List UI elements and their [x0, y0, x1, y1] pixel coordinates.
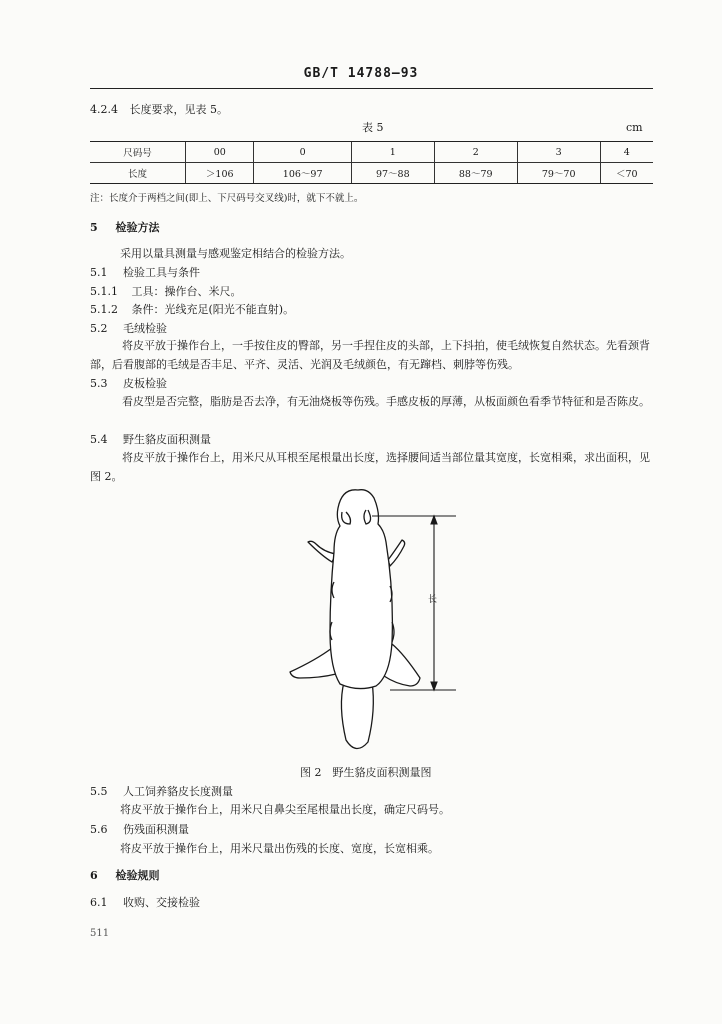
- clause-4-2-4: [90, 103, 228, 117]
- clause-number: 5.1: [90, 266, 108, 279]
- clause-text: 伤残面积测量: [123, 823, 189, 836]
- table-title: 表 5: [362, 121, 384, 134]
- clause-text: 工具：操作台、米尺。: [131, 285, 242, 298]
- clause-number: 6.1: [90, 896, 108, 909]
- clause-text: 毛绒检验: [123, 322, 167, 335]
- clause-5-5: [90, 785, 233, 799]
- table-row: [90, 163, 653, 184]
- section-title: 检验方法: [115, 221, 160, 234]
- clause-5-3-body: 看皮型是否完整，脂肪是否去净，有无油烧板等伤残。手感皮板的厚薄，从板面颜色看季节特征和是否陈皮。: [122, 395, 650, 408]
- section-title: 检验规则: [115, 869, 160, 882]
- table-cell: 106～97: [254, 163, 351, 184]
- clause-text: 收购、交接检验: [123, 896, 200, 909]
- clause-number: 5.6: [90, 823, 108, 836]
- clause-number: 5.1.1: [90, 285, 118, 298]
- table-cell: 97～88: [351, 163, 434, 184]
- pelt-tail: [341, 682, 373, 749]
- section-number: 5: [90, 221, 98, 234]
- table-cell: ＜70: [600, 163, 653, 184]
- size-length-table: [90, 141, 653, 184]
- table-header-cell: 2: [434, 142, 517, 163]
- clause-5-5-body: 将皮平放于操作台上，用米尺自鼻尖至尾根量出长度，确定尺码号。: [120, 803, 450, 816]
- clause-5-2-body: 将皮平放于操作台上，一手按住皮的臀部，另一手捏住皮的头部，上下抖拍，使毛绒恢复自然状态。先看颈背部，后看腹部的毛绒是否丰足、平齐、灵活、光润及毛绒颜色，有无蹿档、刺脖等伤残。: [90, 339, 650, 371]
- clause-5-2: [90, 322, 167, 336]
- pelt-body: [330, 490, 392, 689]
- length-arrow-top: [431, 516, 437, 524]
- clause-text: 检验工具与条件: [123, 266, 200, 279]
- clause-5-6-body: 将皮平放于操作台上，用米尺量出伤残的长度、宽度，长宽相乘。: [120, 842, 439, 855]
- section-5-intro: 采用以量具测量与感观鉴定相结合的检验方法。: [120, 247, 351, 260]
- table-header-cell: 尺码号: [90, 142, 186, 163]
- table-cell: ＞106: [186, 163, 254, 184]
- clause-number: 5.5: [90, 785, 108, 798]
- table-header-cell: 4: [600, 142, 653, 163]
- length-arrow-bottom: [431, 682, 437, 690]
- pelt-figure: [280, 482, 470, 760]
- clause-5-1: [90, 266, 200, 280]
- clause-5-1-2: [90, 303, 294, 317]
- header-rule: [90, 88, 653, 89]
- clause-5-4-body: 将皮平放于操作台上，用米尺从耳根至尾根量出长度，选择腰间适当部位量其宽度，长宽相乘，求出面积，见图 2。: [90, 451, 650, 483]
- table-cell: 长度: [90, 163, 186, 184]
- table-header-row: [90, 142, 653, 163]
- table-note: 注：长度介于两档之间(即上、下尺码号交叉线)时，就下不就上。: [90, 193, 364, 204]
- clause-number: 4.2.4: [90, 103, 118, 116]
- standard-number: GB/T 14788—93: [303, 66, 419, 81]
- figure-caption: 图 2 野生貉皮面积测量图: [300, 766, 432, 779]
- page-number: 511: [90, 928, 110, 939]
- clause-5-1-1: [90, 285, 242, 299]
- clause-text: 野生貉皮面积测量: [123, 433, 211, 446]
- clause-number: 5.3: [90, 377, 108, 390]
- clause-5-6: [90, 823, 189, 837]
- clause-number: 5.2: [90, 322, 108, 335]
- table-header-cell: 1: [351, 142, 434, 163]
- clause-number: 5.4: [90, 433, 108, 446]
- clause-5-4: [90, 433, 211, 447]
- table-unit: cm: [626, 121, 643, 134]
- table-header-cell: 00: [186, 142, 254, 163]
- clause-text: 人工饲养貉皮长度测量: [123, 785, 233, 798]
- section-5-heading: [90, 221, 160, 235]
- clause-text: 皮板检验: [123, 377, 167, 390]
- clause-number: 5.1.2: [90, 303, 118, 316]
- section-6-heading: [90, 869, 160, 883]
- table-header-cell: 3: [517, 142, 600, 163]
- length-label: 长: [428, 595, 438, 605]
- pelt-left-foreleg: [308, 541, 336, 562]
- clause-6-1: [90, 896, 200, 910]
- table-cell: 88～79: [434, 163, 517, 184]
- clause-text: 长度要求，见表 5。: [129, 103, 228, 116]
- pelt-right-foreleg: [388, 540, 405, 566]
- clause-text: 条件：光线充足(阳光不能直射)。: [131, 303, 295, 316]
- table-header-cell: 0: [254, 142, 351, 163]
- pelt-left-hindleg: [290, 648, 336, 678]
- section-number: 6: [90, 869, 98, 882]
- clause-5-3: [90, 377, 167, 391]
- table-cell: 79～70: [517, 163, 600, 184]
